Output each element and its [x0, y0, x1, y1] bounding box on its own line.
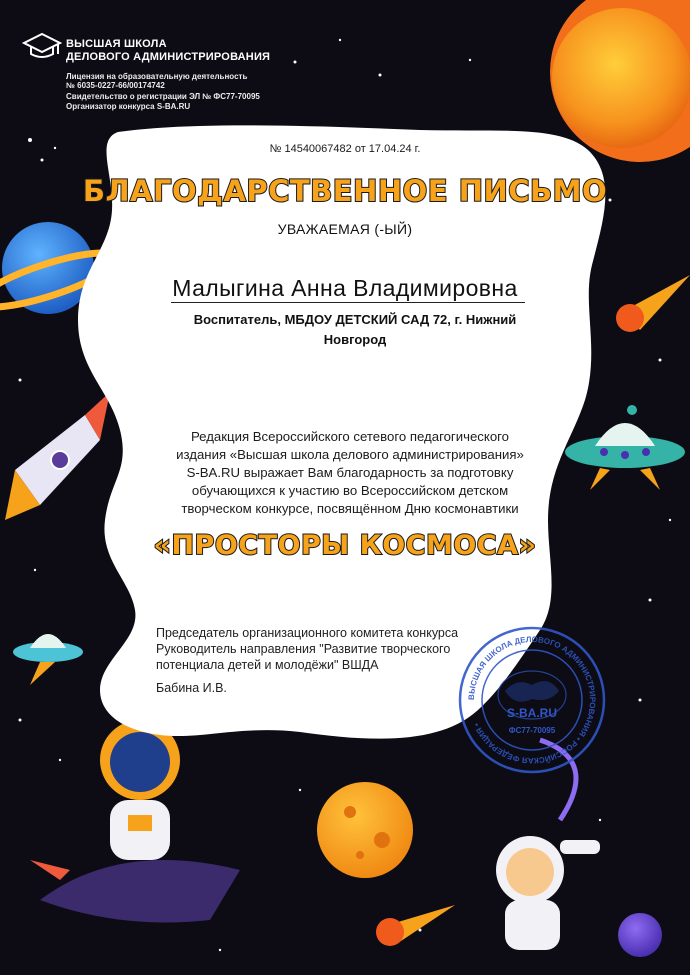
stamp-ring-text: ВЫСШАЯ ШКОЛА ДЕЛОВОГО АДМИНИСТРИРОВАНИЯ • РОССИЙСКАЯ ФЕДЕРАЦИЯ •: [466, 634, 598, 766]
org-name-line-2: ДЕЛОВОГО АДМИНИСТРИРОВАНИЯ: [66, 51, 271, 63]
body-line: издания «Высшая школа делового администрирования»: [176, 447, 524, 462]
stamp-number-text: ФС77-70095: [508, 726, 556, 735]
recipient-position: [120, 310, 590, 350]
ufo-right: [565, 405, 685, 490]
name-underline: [171, 302, 525, 303]
signature-title-line: Руководитель направления "Развитие творческого: [156, 642, 451, 656]
signer-name: Бабина И.В.: [156, 681, 227, 695]
official-stamp: [457, 625, 607, 775]
position-line: Новгород: [323, 332, 387, 347]
stamp-center-text: S-BA.RU: [507, 706, 557, 720]
license-line: Лицензия на образовательную деятельность: [66, 72, 248, 81]
signature-title-line: потенциала детей и молодёжи" ВШДА: [156, 658, 379, 672]
org-name-line-1: ВЫСШАЯ ШКОЛА: [66, 38, 167, 50]
svg-text:ВЫСШАЯ ШКОЛА ДЕЛОВОГО АДМИНИСТ: [467, 635, 597, 765]
purple-planet: [618, 913, 662, 957]
body-line: S-BA.RU выражает Вам благодарность за подготовку: [186, 465, 514, 480]
recipient-name: Малыгина Анна Владимировна: [172, 275, 518, 301]
letter-title: БЛАГОДАРСТВЕННОЕ ПИСЬМО: [82, 174, 608, 208]
license-number: № 6035-0227-66/00174742: [66, 81, 165, 90]
rocket-with-astronaut: [30, 720, 240, 923]
body-line: творческом конкурсе, посвящённом Дню космонавтики: [181, 501, 519, 516]
position-line: Воспитатель, МБДОУ ДЕТСКИЙ САД 72, г. Нижний: [193, 312, 517, 327]
contest-name: «ПРОСТОРЫ КОСМОСА»: [153, 530, 537, 561]
organizer-line: Организатор конкурса S-BA.RU: [66, 102, 191, 111]
body-line: Редакция Всероссийского сетевого педагогического: [190, 429, 510, 444]
orange-planet: [317, 782, 413, 878]
salutation: УВАЖАЕМАЯ (-ЫЙ): [277, 221, 413, 237]
rocket-left: [5, 392, 110, 520]
comet-bottom: [376, 905, 455, 946]
ufo-left: [13, 634, 83, 685]
sun: [550, 0, 690, 162]
graduation-cap-icon: [22, 32, 62, 62]
document-number: № 14540067482 от 17.04.24 г.: [269, 143, 421, 155]
letter-body: [130, 428, 570, 518]
registration-line: Свидетельство о регистрации ЭЛ № ФС77-70095: [66, 92, 260, 101]
body-line: обучающихся к участию во Всероссийском детском: [191, 483, 509, 498]
signature-title-line: Председатель организационного комитета конкурса: [156, 626, 459, 640]
